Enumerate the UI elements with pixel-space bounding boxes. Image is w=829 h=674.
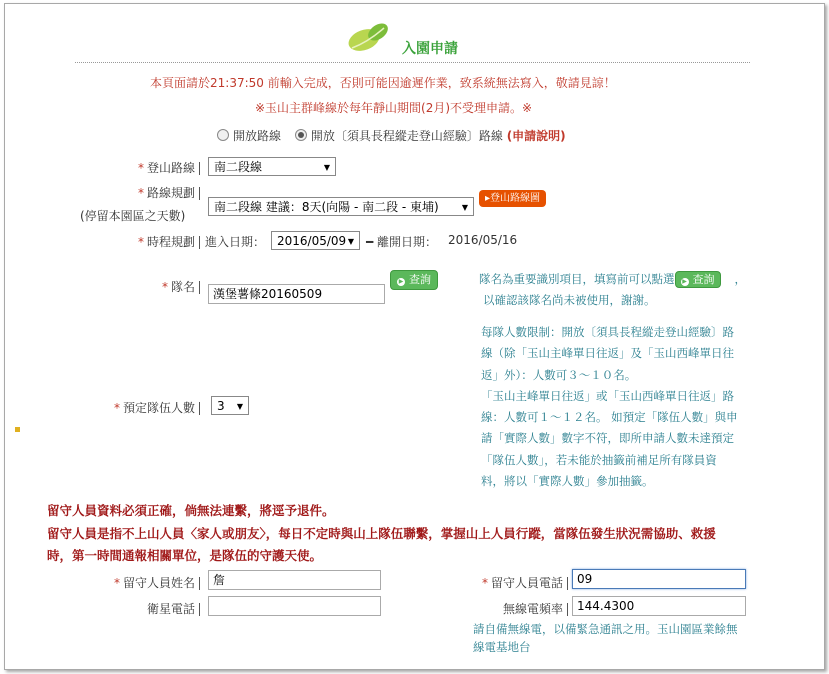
radio-note-line2: 線電基地台 bbox=[473, 640, 531, 654]
arrow-right-icon: ▸ bbox=[485, 193, 491, 204]
arrow-right-icon: ▶ bbox=[398, 278, 404, 285]
route-select[interactable]: 南二段線 ▼ bbox=[208, 157, 336, 176]
page-title: 入園申請 bbox=[402, 41, 458, 57]
page-frame bbox=[4, 3, 825, 670]
guardian-name-input[interactable]: 詹 bbox=[208, 570, 381, 590]
team-size-label: * 預定隊伍人數 bbox=[80, 399, 200, 416]
guardian-phone-label: * 留守人員電話 bbox=[471, 574, 568, 591]
dropdown-arrow-icon: ▼ bbox=[323, 163, 330, 172]
guardian-warning-2: 留守人員是指不上山人員〈家人或朋友〉，每日不定時與山上隊伍聯繫，掌握山上人員行蹤，當隊伍發生狀況需協助、救援 bbox=[47, 526, 716, 541]
radio-frequency-input[interactable]: 144.4300 bbox=[572, 596, 746, 616]
leave-date-value: 2016/05/16 bbox=[448, 233, 518, 247]
time-notice: 本頁面請於21:37:50 前輸入完成，否則可能因逾遲作業，致系統無法寫入，敬請見諒！ bbox=[150, 76, 616, 90]
route-map-button[interactable]: ▸登山路線圖 bbox=[479, 190, 546, 207]
arrow-right-icon: ▶ bbox=[682, 278, 687, 285]
radio-frequency-label: 無線電頻率 bbox=[471, 600, 568, 617]
radio-icon[interactable] bbox=[217, 129, 229, 141]
route-type-experienced-option[interactable]: 開放〔須具長程縱走登山經驗〕路線 bbox=[295, 129, 503, 143]
team-query-button[interactable]: ▶ 查詢 bbox=[390, 270, 438, 290]
team-name-input[interactable]: 漢堡薯條20160509 bbox=[208, 284, 385, 304]
team-size-select[interactable]: 3 ▼ bbox=[211, 396, 249, 415]
inline-query-button[interactable]: ▶ 查詢 bbox=[675, 271, 721, 288]
plan-select[interactable]: 南二段線 建議：8天(向陽 - 南二段 - 東埔) ▼ bbox=[208, 197, 474, 216]
leave-date-label: ━ 離開日期： bbox=[366, 235, 438, 249]
guardian-warning-1: 留守人員資料必須正確，倘無法連繫，將逕予退件。 bbox=[47, 503, 335, 518]
leaf-logo-icon bbox=[338, 18, 398, 58]
team-size-note: 每隊人數限制：開放〔須具長程縱走登山經驗〕路 線（除「玉山主峰單日往返」及「玉山西峰單日往 返」外）：人數可３～１０名。 「玉山主峰單日往返」或「玉山西峰單日往返」路 線：人數可１～１２名。 如預定「隊伍人數」與申 請「實際人數」數字不符，即所申請人數未達預定 「隊伍人數」，若未能於抽籤前補足所有隊員資 料，將以「實際人數」參加抽籤。 bbox=[481, 325, 738, 489]
guardian-phone-input[interactable]: 09 bbox=[572, 569, 746, 589]
route-type-open-option[interactable]: 開放路線 bbox=[217, 129, 281, 143]
enter-date-select[interactable]: 2016/05/09 ▼ bbox=[271, 231, 360, 250]
enter-date-label: 進入日期： bbox=[205, 235, 266, 249]
satellite-phone-label: 衛星電話 bbox=[80, 600, 200, 617]
schedule-label: * 時程規劃 bbox=[80, 233, 200, 250]
apply-help-link[interactable]: (申請說明) bbox=[506, 129, 566, 143]
side-marker bbox=[15, 427, 20, 432]
team-note: 隊名為重要識別項目，填寫前可以點選 ▶ 查詢 ， bbox=[479, 272, 746, 286]
dropdown-arrow-icon: ▼ bbox=[461, 203, 468, 212]
satellite-phone-input[interactable] bbox=[208, 596, 381, 616]
dropdown-arrow-icon: ▼ bbox=[347, 237, 354, 246]
team-note-line2: 以確認該隊名尚未被使用，謝謝。 bbox=[483, 293, 656, 307]
route-label: * 登山路線 bbox=[80, 159, 200, 176]
plan-label: * 路線規劃 bbox=[80, 184, 200, 201]
dropdown-arrow-icon: ▼ bbox=[236, 402, 243, 411]
team-label: * 隊名 bbox=[80, 278, 200, 295]
radio-note-line1: 請自備無線電，以備緊急通訊之用。玉山園區業餘無 bbox=[473, 622, 738, 636]
plan-sublabel: (停留本園區之天數) bbox=[80, 209, 186, 223]
guardian-name-label: * 留守人員姓名 bbox=[80, 574, 200, 591]
title-divider bbox=[75, 62, 750, 63]
route-type-group bbox=[217, 127, 566, 144]
guardian-warning-3: 時，第一時間通報相關單位，是隊伍的守護天使。 bbox=[47, 548, 323, 563]
radio-selected-icon[interactable] bbox=[295, 129, 307, 141]
season-notice: ※玉山主群峰線於每年靜山期間(2月)不受理申請。※ bbox=[255, 101, 533, 115]
